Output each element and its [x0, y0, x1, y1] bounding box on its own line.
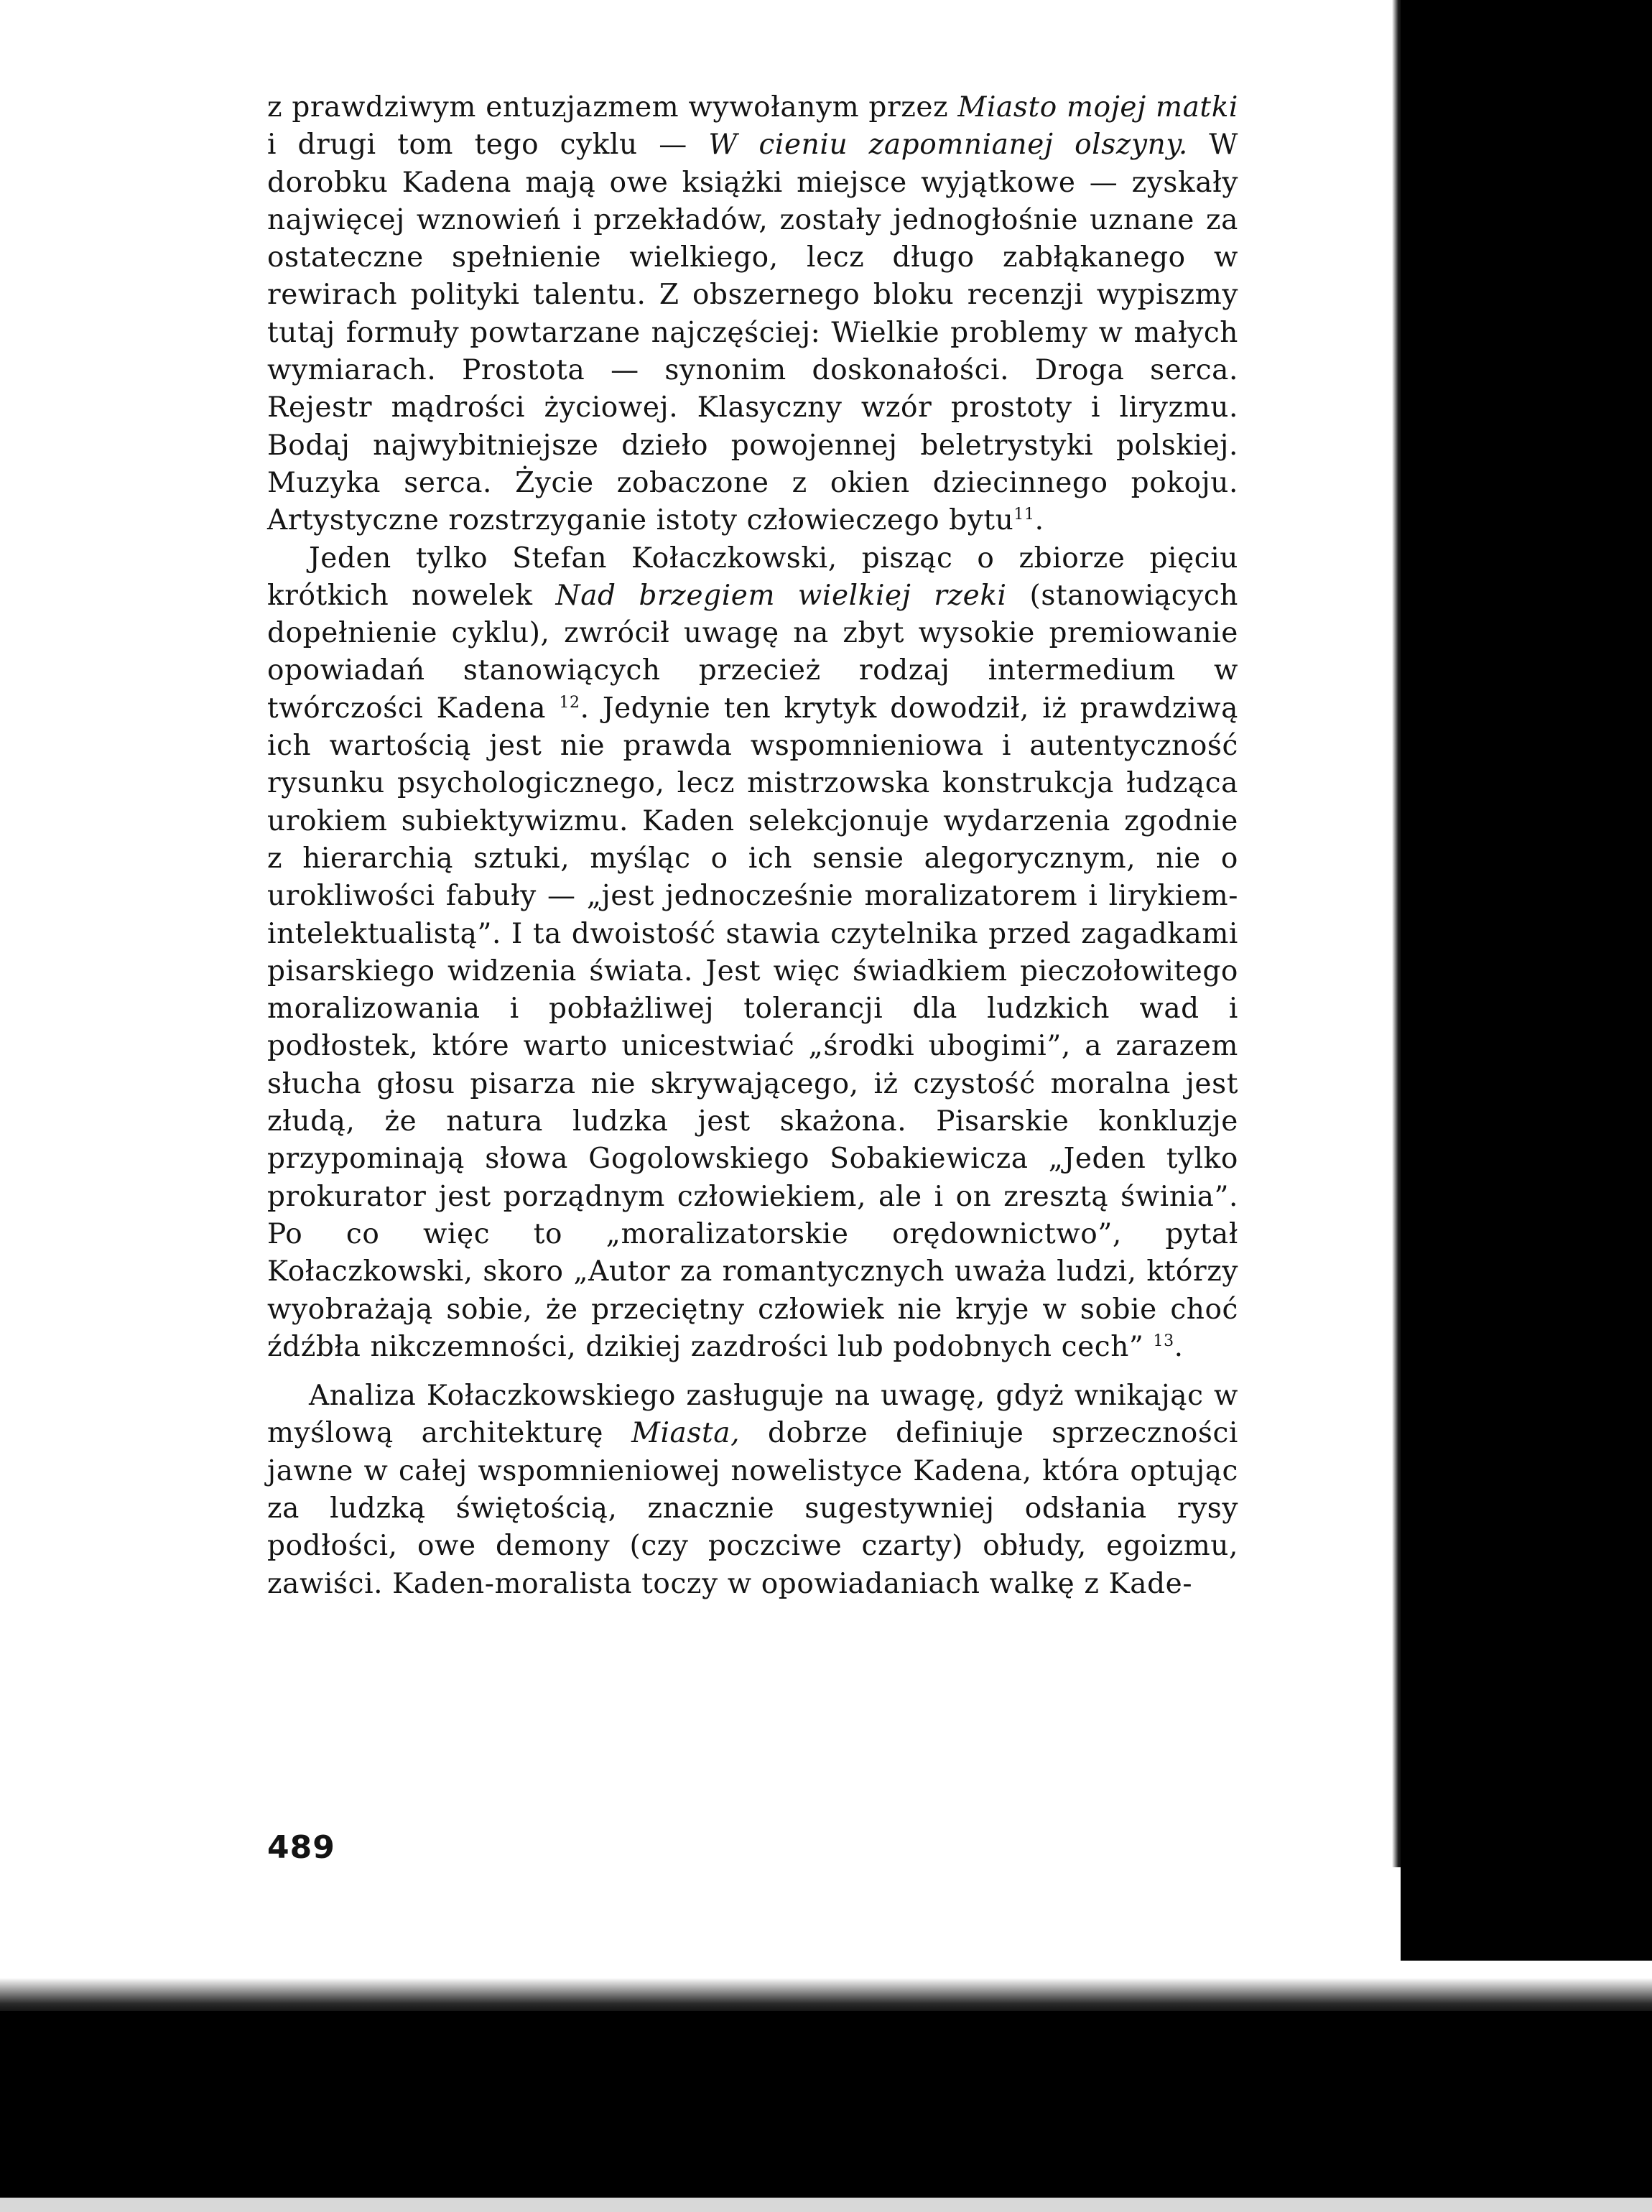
paragraph-2	[267, 540, 1238, 1367]
scan-bottom-strip	[0, 2198, 1652, 2212]
italic-title: Miasto mojej matki	[957, 91, 1238, 124]
text-run: i drugi tom tego cyklu —	[267, 129, 709, 162]
footnote-marker: 11	[1013, 506, 1035, 524]
scan-margin-right	[1401, 0, 1652, 2212]
text-run: Analiza Kołaczkowskiego zasługuje na uwagę, gdyż wnikając w myślową architekturę	[267, 1380, 1238, 1450]
text-run: dobrze definiuje sprzeczności jawne w całej wspomnieniowej nowelistyce Kadena, która optując za ludzką świętością, znacznie sugestywniej odsłania rysy podłości, owe demony (czy poczciwe czarty) obłudy, egoizmu, zawiści. Kaden-moralista toczy w opowiadaniach walkę z Kade-	[267, 1417, 1238, 1600]
italic-title: Miasta,	[631, 1417, 741, 1450]
scan-margin-bottom-edge	[0, 1961, 1652, 2018]
text-run: z prawdziwym entuzjazmem wywołanym przez	[267, 91, 958, 124]
text-run: W dorobku Kadena mają owe książki miejsce wyjątkowe — zyskały najwięcej wznowień i przekładów, zostały jednogłośnie uznane za ostateczne spełnienie wielkiego, lecz długo zabłąkanego w rewirach polityki talentu. Z obszernego bloku recenzji wypiszmy tutaj formuły powtarzane najczęściej: Wielkie problemy w małych wymiarach. Prostota — synonim doskonałości. Droga serca. Rejestr mądrości życiowej. Klasyczny wzór prostoty i liryzmu. Bodaj najwybitniejsze dzieło powojennej beletrystyki polskiej. Muzyka serca. Życie zobaczone z okien dziecinnego pokoju. Artystyczne rozstrzyganie istoty człowieczego bytu	[267, 129, 1238, 537]
scan-margin-bottom	[0, 2011, 1652, 2212]
text-run: (stanowiących dopełnienie cyklu), zwrócił uwagę na zbyt wysokie premiowanie opowiadań stanowiących przecież rodzaj intermedium w twórczości Kadena	[267, 579, 1239, 725]
italic-title: Nad brzegiem wielkiej rzeki	[555, 579, 1007, 612]
text-run: . Jedynie ten krytyk dowodził, iż prawdziwą ich wartością jest nie prawda wspomnieniowa i autentyczność rysunku psychologicznego, lecz mistrzowska konstrukcja łudząca urokiem subiektywizmu. Kaden selekcjonuje wydarzenia zgodnie z hierarchią sztuki, myśląc o ich sensie alegorycznym, nie o urokliwości fabuły — „jest jednocześnie moralizatorem i lirykiem-intelektualistą”. I ta dwoistość stawia czytelnika przed zagadkami pisarskiego widzenia świata. Jest więc świadkiem pieczołowitego moralizowania i pobłażliwej tolerancji dla ludzkich wad i podłostek, które warto unicestwiać „środki ubogimi”, a zarazem słucha głosu pisarza nie skrywającego, iż czystość moralna jest złudą, że natura ludzka jest skażona. Pisarskie konkluzje przypominają słowa Gogolowskiego Sobakiewicza „Jeden tylko prokurator jest porządnym człowiekiem, ale i on zresztą świnia”. Po co więc to „moralizatorskie orędownictwo”, pytał Kołaczkowski, skoro „Autor za romantycznych uważa ludzi, którzy wyobrażają sobie, że przeciętny człowiek nie kryje w sobie choć źdźbła nikczemności, dzikiej zazdrości lub podobnych cech”	[267, 692, 1238, 1363]
page-number: 489	[267, 1829, 335, 1866]
footnote-marker: 13	[1153, 1332, 1174, 1350]
footnote-marker: 12	[559, 693, 580, 712]
paragraph-1	[267, 89, 1238, 540]
text-run: .	[1174, 1330, 1184, 1363]
italic-title: W cieniu zapomnianej olszyny.	[708, 129, 1188, 162]
paragraph-3	[267, 1377, 1238, 1603]
text-run: .	[1034, 504, 1044, 537]
book-page-body	[267, 89, 1238, 1603]
text-run: Jeden tylko Stefan Kołaczkowski, pisząc o zbiorze pięciu krótkich nowelek	[267, 542, 1238, 612]
